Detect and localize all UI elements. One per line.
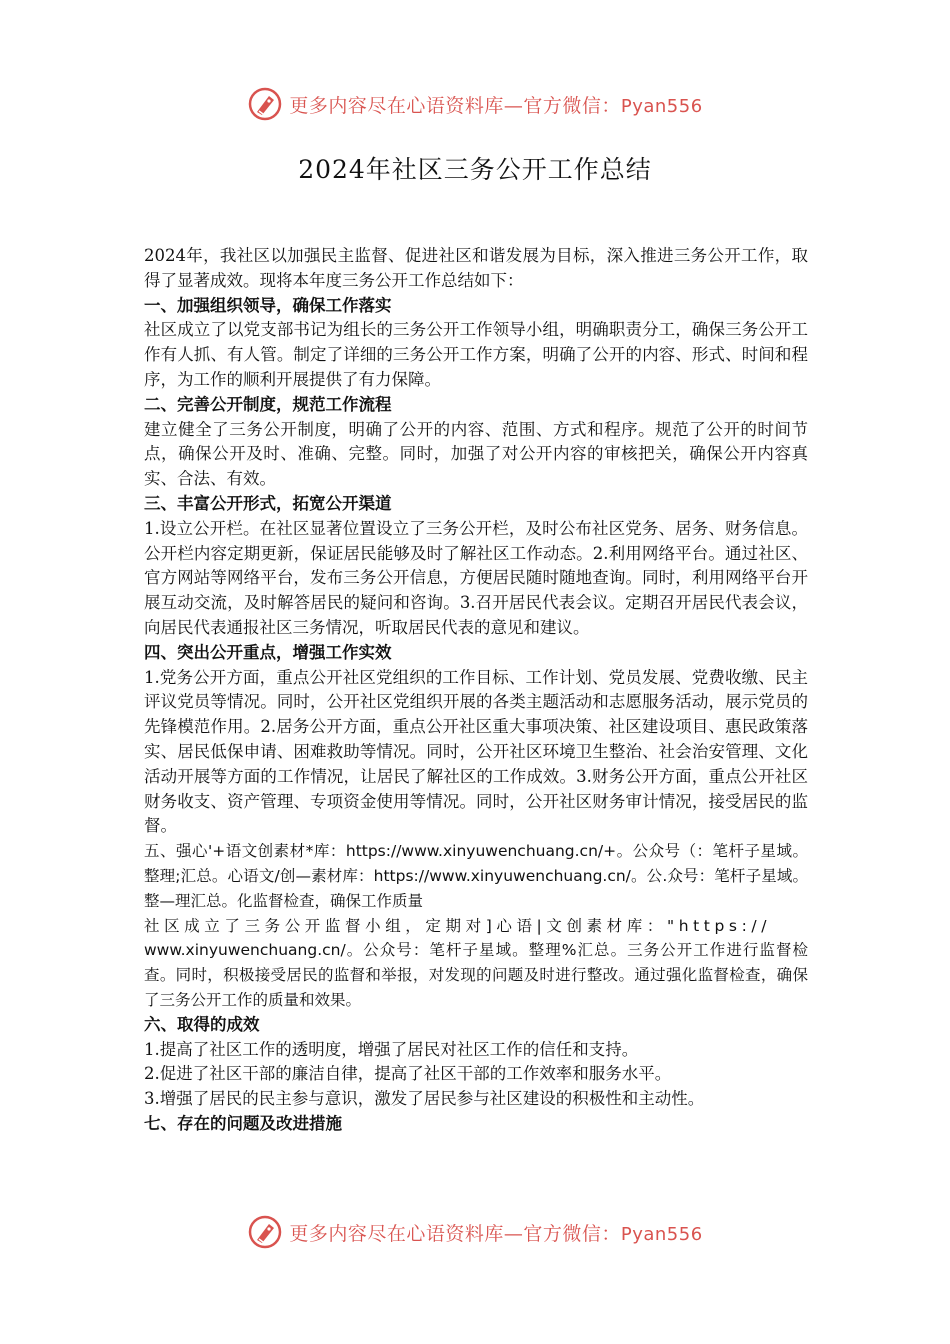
section-heading-3: 三、丰富公开形式，拓宽公开渠道 — [144, 493, 392, 513]
pen-nib-logo-icon — [247, 86, 283, 122]
section-body-3: 1.设立公开栏。在社区显著位置设立了三务公开栏，及时公布社区党务、居务、财务信息。公开栏内容定期更新，保证居民能够及时了解社区工作动态。2.利用网络平台。通过社区、官方网站等网络平台，发布三务公开信息，方便居民随时随地查询。同时，利用网络平台开展互动交流，及时解答居民的疑问和咨询。3.召开居民代表会议。定期召开居民代表会议，向居民代表通报社区三务情况，听取居民代表的意见和建议。 — [144, 518, 808, 637]
list-item: 1.提高了社区工作的透明度，增强了居民对社区工作的信任和支持。 — [144, 1039, 639, 1059]
section-body-5: www.xinyuwenchuang.cn/。公众号：笔杆子星域。整理%汇总。三务公开工作进行监督检查。同时，积极接受居民的监督和举报，对发现的问题及时进行整改。通过强化监督检查，确保了三务公开工作的质量和效果。 — [144, 941, 808, 1009]
intro-paragraph: 2024年，我社区以加强民主监督、促进社区和谐发展为目标，深入推进三务公开工作，取得了显著成效。现将本年度三务公开工作总结如下： — [144, 246, 808, 290]
pen-nib-logo-icon — [247, 1214, 283, 1250]
banner-text: 更多内容尽在心语资料库—官方微信：Pyan556 — [289, 94, 703, 117]
list-item: 2.促进了社区干部的廉洁自律，提高了社区干部的工作效率和服务水平。 — [144, 1064, 672, 1084]
page-title: 2024年社区三务公开工作总结 — [298, 155, 652, 184]
section-heading-1: 一、加强组织领导，确保工作落实 — [144, 295, 392, 315]
section-body-4: 1.党务公开方面，重点公开社区党组织的工作目标、工作计划、党员发展、党费收缴、民主评议党员等情况。同时，公开社区党组织开展的各类主题活动和志愿服务活动，展示党员的先锋模范作用。2.居务公开方面，重点公开社区重大事项决策、社区建设项目、惠民政策落实、居民低保申请、困难救助等情况。同时，公开社区环境卫生整治、社会治安管理、文化活动开展等方面的工作情况，让居民了解社区的工作成效。3.财务公开方面，重点公开社区财务收支、资产管理、专项资金使用等情况。同时，公开社区财务审计情况，接受居民的监督。 — [144, 667, 808, 836]
section-heading-2: 二、完善公开制度，规范工作流程 — [144, 394, 392, 414]
section-body-5-spaced: 社区成立了三务公开监督小组，定期对]心语|文创素材库："https:// — [144, 916, 772, 935]
section-heading-6: 六、取得的成效 — [144, 1014, 260, 1034]
section-heading-7: 七、存在的问题及改进措施 — [144, 1113, 342, 1133]
footer-banner — [0, 1212, 950, 1252]
document-body — [144, 244, 808, 1137]
section-heading-5: 五、强心'+语文创素材*库：https://www.xinyuwenchuang.cn/+。公众号（：笔杆子星域。整理;汇总。心语文/创—素材库：https://www.xinyuwenchuang.cn/。公.众号：笔杆子星域。整—理汇总。化监督检查，确保工作质量 — [144, 842, 808, 910]
banner-text: 更多内容尽在心语资料库—官方微信：Pyan556 — [289, 1222, 703, 1245]
section-body-2: 建立健全了三务公开制度，明确了公开的内容、范围、方式和程序。规范了公开的时间节点，确保公开及时、准确、完整。同时，加强了对公开内容的审核把关，确保公开内容真实、合法、有效。 — [144, 419, 808, 489]
list-item: 3.增强了居民的民主参与意识，激发了居民参与社区建设的积极性和主动性。 — [144, 1089, 705, 1109]
section-body-1: 社区成立了以党支部书记为组长的三务公开工作领导小组，明确职责分工，确保三务公开工作有人抓、有人管。制定了详细的三务公开工作方案，明确了公开的内容、形式、时间和程序，为工作的顺利开展提供了有力保障。 — [144, 320, 808, 389]
section-heading-4: 四、突出公开重点，增强工作实效 — [144, 642, 392, 662]
header-banner — [0, 84, 950, 124]
